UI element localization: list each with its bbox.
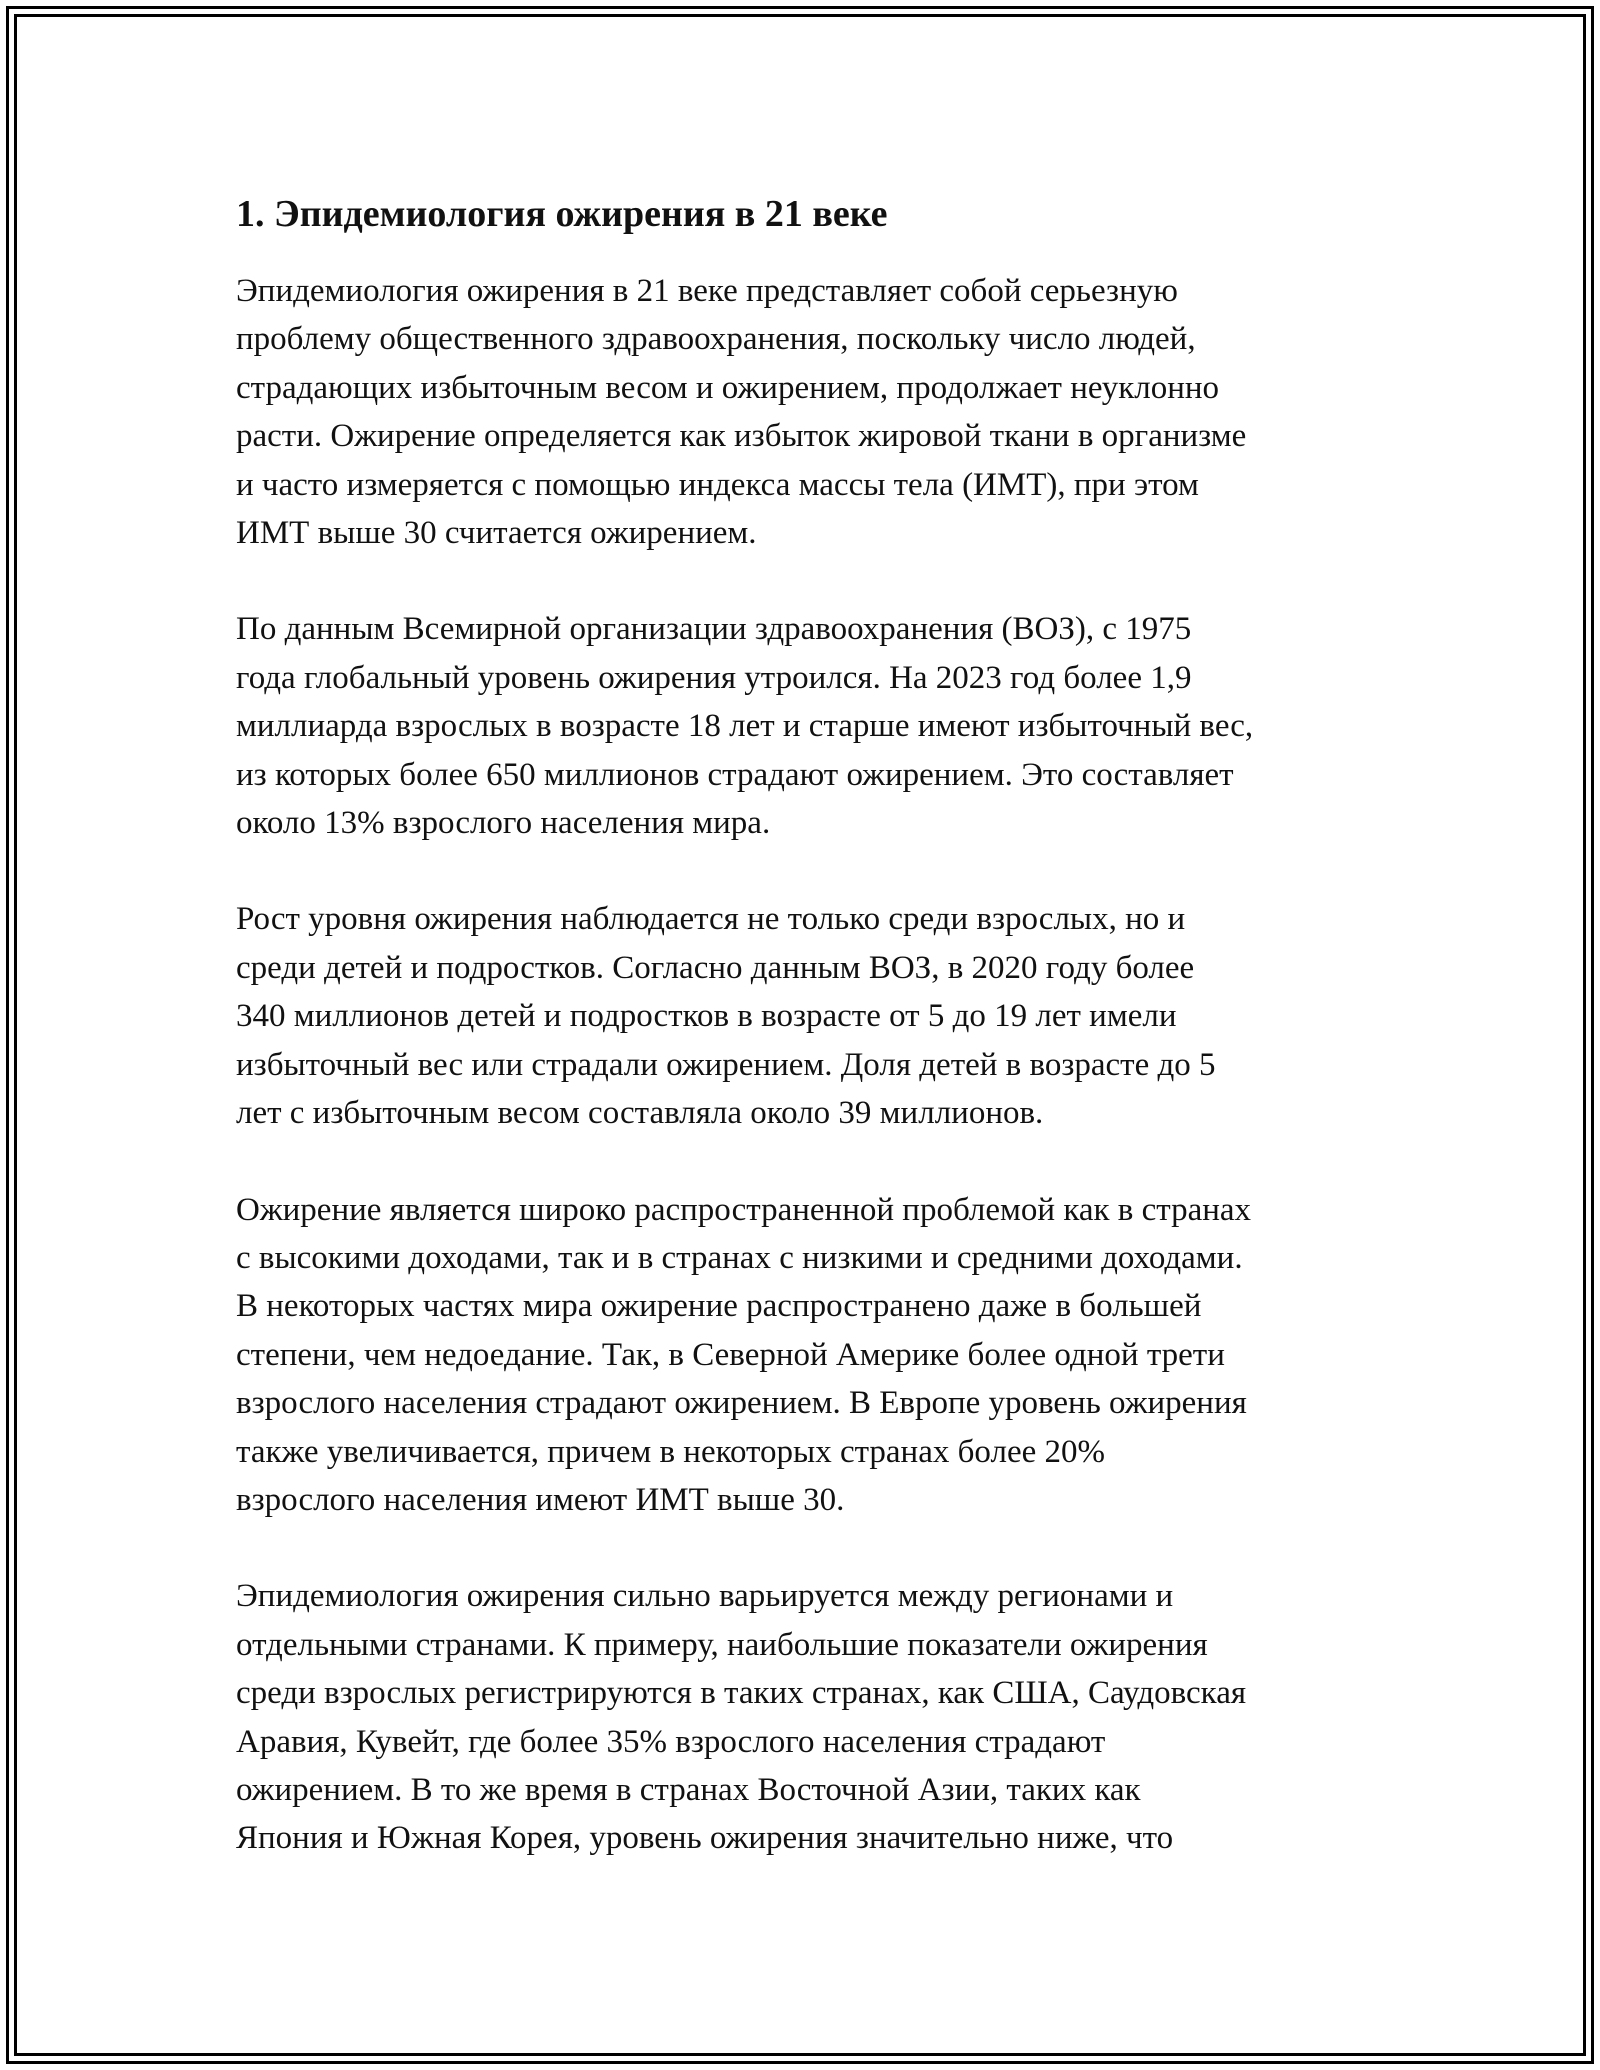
paragraph-who-statistics: По данным Всемирной организации здравоохранения (ВОЗ), с 1975 года глобальный уровень ожирения утроился. На 2023 год более 1,9 миллиарда взрослых в возрасте 18 лет и старше имеют избыточный вес, из которых более 650 миллионов страдают ожирением. Это составляет около 13% взрослого населения мира.	[236, 611, 1254, 842]
document-body	[236, 187, 1366, 1911]
paragraph-definition: Эпидемиология ожирения в 21 веке представляет собой серьезную проблему общественного здравоохранения, поскольку число людей, страдающих избыточным весом и ожирением, продолжает неуклонно расти. Ожирение определяется как избыток жировой ткани в организме и часто измеряется с помощью индекса массы тела (ИМТ), при этом ИМТ выше 30 считается ожирением.	[236, 273, 1247, 552]
paragraph-income-regions: Ожирение является широко распространенной проблемой как в странах с высокими доходами, так и в странах с низкими и средними доходами. В некоторых частях мира ожирение распространено даже в большей степени, чем недоедание. Так, в Северной Америке более одной трети взрослого населения страдают ожирением. В Европе уровень ожирения также увеличивается, причем в некоторых странах более 20% взрослого населения имеют ИМТ выше 30.	[236, 1191, 1252, 1518]
paragraph-children: Рост уровня ожирения наблюдается не только среди взрослых, но и среди детей и подростков. Согласно данным ВОЗ, в 2020 году более 340 миллионов детей и подростков в возрасте от 5 до 19 лет имели избыточный вес или страдали ожирением. Доля детей в возрасте до 5 лет с избыточным весом составляла около 39 миллионов.	[236, 901, 1216, 1132]
section-heading: 1. Эпидемиология ожирения в 21 веке	[236, 193, 888, 235]
paragraph-country-variation: Эпидемиология ожирения сильно варьируется между регионами и отдельными странами. К примеру, наибольшие показатели ожирения среди взрослых регистрируются в таких странах, как США, Саудовская Аравия, Кувейт, где более 35% взрослого населения страдают ожирением. В то же время в странах Восточной Азии, таких как Япония и Южная Корея, уровень ожирения значительно ниже, что	[236, 1578, 1247, 1857]
